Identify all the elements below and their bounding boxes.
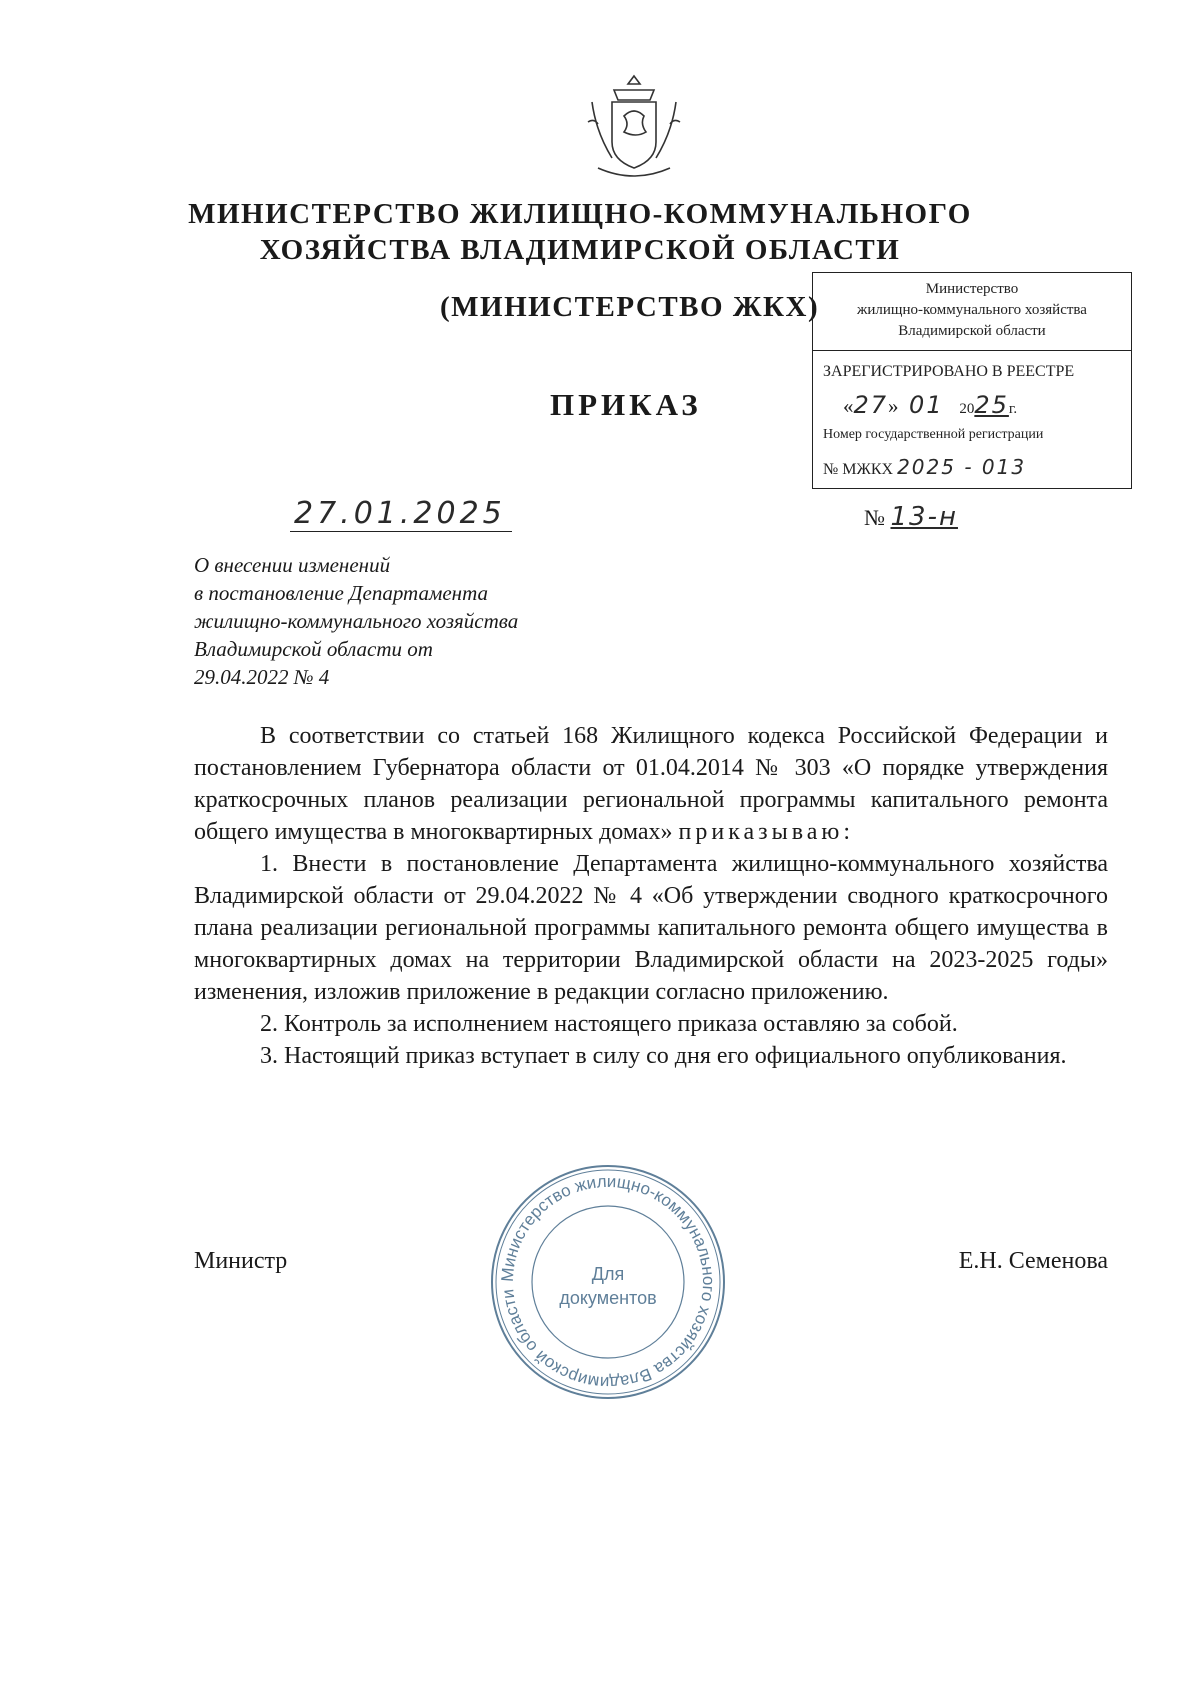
order-number-prefix: № — [864, 505, 885, 530]
subject-line4: Владимирской области от — [194, 637, 433, 661]
registry-org-line2: жилищно-коммунального хозяйства — [857, 302, 1087, 318]
registry-number-value: 2025 - 013 — [897, 455, 1027, 479]
registry-number — [823, 455, 1026, 479]
ministry-name-line1: МИНИСТЕРСТВО ЖИЛИЩНО-КОММУНАЛЬНОГО — [188, 198, 972, 230]
ministry-name-line2: ХОЗЯЙСТВА ВЛАДИМИРСКОЙ ОБЛАСТИ — [259, 234, 901, 266]
order-item-3: 3. Настоящий приказ вступает в силу со дня его официального опубликования. — [260, 1043, 1067, 1069]
registry-stamp — [812, 272, 1132, 489]
subject-line1: О внесении изменений — [194, 553, 391, 577]
subject-line5: 29.04.2022 № 4 — [194, 665, 330, 689]
order-body — [194, 720, 1108, 1072]
ministry-name — [150, 196, 1010, 268]
registry-stamp-org — [813, 273, 1131, 351]
registry-org-line3: Владимирской области — [898, 323, 1046, 339]
seal-ring-text: Министерство жилищно-коммунального хозяйства Владимирской области — [497, 1171, 719, 1393]
registry-date-month: 01 — [909, 391, 944, 419]
order-number — [864, 502, 958, 532]
order-number-value: 13-н — [890, 502, 958, 532]
subject-line2: в постановление Департамента — [194, 581, 489, 605]
preamble-keyword: приказываю: — [678, 819, 855, 845]
order-date: 27.01.2025 — [290, 496, 512, 532]
preamble-text: В соответствии со статьей 168 Жилищного кодекса Российской Федерации и постановлением Губернатора области от 01.04.2014 № 303 «О порядке утверждения краткосрочных планов реализации региональной программы капитального ремонта общего имущества в многоквартирных домах» — [194, 723, 1108, 845]
signatory-position: Министр — [194, 1248, 288, 1274]
preamble-paragraph — [194, 720, 1108, 848]
registry-year-unit: г. — [1008, 401, 1018, 417]
official-seal-icon — [488, 1162, 728, 1402]
registry-number-prefix: № МЖКХ — [823, 461, 894, 478]
subject-line3: жилищно-коммунального хозяйства — [194, 609, 519, 633]
order-item-2: 2. Контроль за исполнением настоящего приказа оставляю за собой. — [260, 1011, 958, 1037]
signatory-name: Е.Н. Семенова — [958, 1248, 1108, 1274]
coat-of-arms-icon — [584, 72, 684, 182]
registry-year-suffix: 25 — [974, 391, 1009, 419]
registry-date-day: 27 — [853, 391, 889, 419]
order-item-1: 1. Внести в постановление Департамента жилищно-коммунального хозяйства Владимирской области от 29.04.2022 № 4 «Об утверждении сводного краткосрочного плана реализации региональной программы капитального ремонта общего имущества в многоквартирных домах на территории Владимирской области на 2023-2025 годы» изменения, изложив приложение в редакции согласно приложению. — [194, 851, 1108, 1005]
registry-year-prefix: 20 — [959, 401, 975, 417]
seal-center-line2: документов — [559, 1288, 657, 1308]
registry-registered-label: ЗАРЕГИСТРИРОВАНО В РЕЕСТРЕ — [823, 363, 1075, 380]
registry-number-label: Номер государственной регистрации — [823, 427, 1044, 442]
ministry-short-name: (МИНИСТЕРСТВО ЖКХ) — [440, 291, 820, 323]
registry-date: «27» 01 2025г. — [843, 391, 1018, 419]
document-type-title: ПРИКАЗ — [550, 387, 702, 422]
seal-center-line1: Для — [591, 1264, 625, 1284]
registry-org-line1: Министерство — [925, 281, 1019, 297]
order-subject — [194, 551, 614, 691]
